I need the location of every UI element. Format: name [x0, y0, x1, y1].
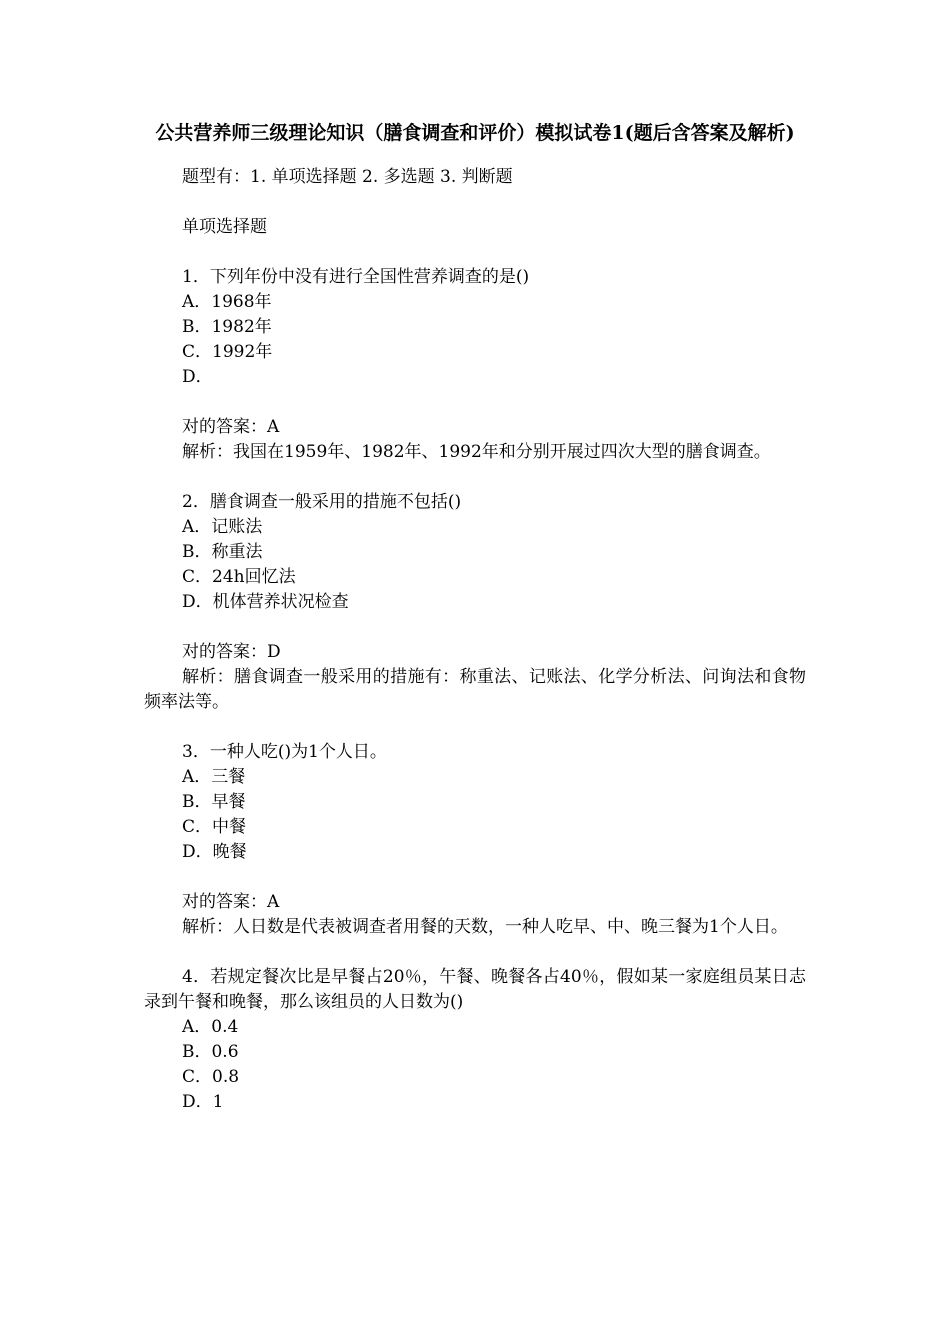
option-b: B．早餐: [182, 792, 246, 812]
option-a: A．1968年: [182, 292, 272, 312]
option-b: B．1982年: [182, 317, 272, 337]
question-types-line: 题型有：1. 单项选择题 2. 多选题 3. 判断题: [182, 167, 513, 187]
option-a: A．记账法: [182, 517, 263, 537]
option-a: A．0.4: [182, 1017, 239, 1037]
option-b: B．0.6: [182, 1042, 239, 1062]
question-stem: 2．膳食调查一般采用的措施不包括(): [182, 492, 462, 512]
option-b: B．称重法: [182, 542, 263, 562]
option-d: D．: [182, 367, 213, 387]
option-c: C．中餐: [182, 817, 247, 837]
option-c: C．0.8: [182, 1067, 240, 1087]
question-stem: 4．若规定餐次比是早餐占20％，午餐、晚餐各占40％，假如某一家庭组员某日志录到午餐和晚餐，那么该组员的人日数为(): [144, 967, 806, 1012]
question-stem: 1．下列年份中没有进行全国性营养调查的是(): [182, 267, 530, 287]
analysis-text: 解析：人日数是代表被调查者用餐的天数，一种人吃早、中、晚三餐为1个人日。: [182, 917, 788, 937]
analysis-text: 解析：膳食调查一般采用的措施有：称重法、记账法、化学分析法、问询法和食物频率法等。: [144, 667, 806, 712]
question-stem: 3．一种人吃()为1个人日。: [182, 742, 387, 762]
answer-text: 对的答案：A: [182, 417, 280, 437]
option-a: A．三餐: [182, 767, 246, 787]
question-3: [144, 740, 806, 940]
answer-text: 对的答案：A: [182, 892, 280, 912]
option-d: D．1: [182, 1092, 224, 1112]
section-heading: 单项选择题: [182, 217, 267, 237]
option-d: D．晚餐: [182, 842, 247, 862]
option-c: C．24h回忆法: [182, 567, 296, 587]
option-c: C．1992年: [182, 342, 273, 362]
analysis-text: 解析：我国在1959年、1982年、1992年和分别开展过四次大型的膳食调查。: [182, 442, 771, 462]
question-2: [144, 490, 806, 715]
document-body: [144, 120, 806, 1115]
question-4: [144, 965, 806, 1115]
document-title: 公共营养师三级理论知识（膳食调查和评价）模拟试卷1(题后含答案及解析): [155, 122, 795, 144]
question-1: [144, 265, 806, 465]
option-d: D．机体营养状况检查: [182, 592, 349, 612]
answer-text: 对的答案：D: [182, 642, 281, 662]
